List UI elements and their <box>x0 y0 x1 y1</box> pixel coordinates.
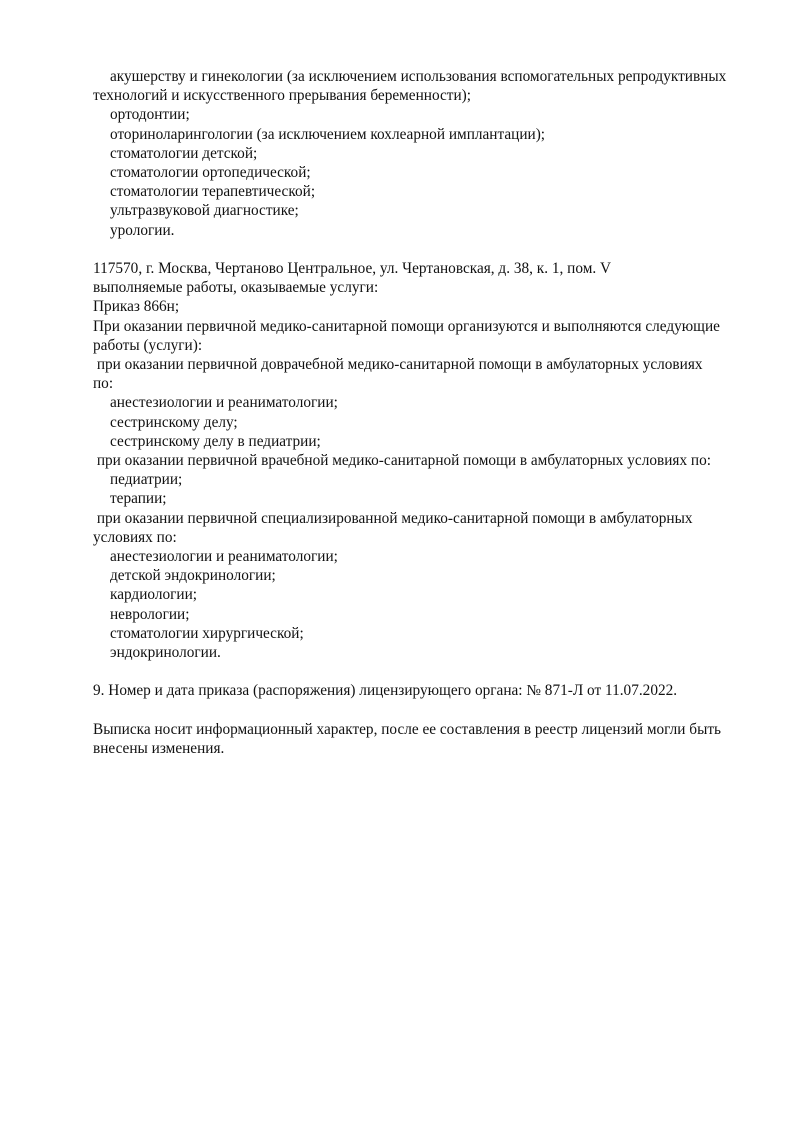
activity-item: стоматологии терапевтической; <box>110 183 316 201</box>
section-header-continuation: условиях по: <box>93 528 177 546</box>
service-item: сестринскому делу; <box>110 413 238 431</box>
address-block <box>93 259 763 662</box>
service-item: анестезиологии и реаниматологии; <box>110 548 338 566</box>
service-item: эндокринологии. <box>110 644 221 662</box>
activity-item: акушерству и гинекологии (за исключением использования вспомогательных репродуктивных <box>110 68 727 85</box>
spacer <box>93 701 763 720</box>
activity-item: оториноларингологии (за исключением кохлеарной имплантации); <box>110 125 546 143</box>
informational-note <box>93 720 763 758</box>
note-text: Выписка носит информационный характер, после ее составления в реестр лицензий могли быть <box>93 720 722 738</box>
order-reference: Приказ 866н; <box>93 298 180 316</box>
service-item: неврологии; <box>110 605 190 623</box>
activity-item: стоматологии ортопедической; <box>110 164 311 182</box>
activity-item: стоматологии детской; <box>110 144 258 162</box>
section-header: при оказании первичной врачебной медико-санитарной помощи в амбулаторных условиях по: <box>93 452 711 470</box>
activity-item: урологии. <box>110 221 175 239</box>
activity-item-continuation: технологий и искусственного прерывания беременности); <box>93 87 472 105</box>
service-item: педиатрии; <box>110 471 183 489</box>
service-item: кардиологии; <box>110 586 198 604</box>
works-label: выполняемые работы, оказываемые услуги: <box>93 279 379 297</box>
intro-text-continuation: работы (услуги): <box>93 336 203 354</box>
activity-item: ультразвуковой диагностике; <box>110 202 299 220</box>
document-page <box>93 67 763 758</box>
order-number-line: 9. Номер и дата приказа (распоряжения) лицензирующего органа: № 871-Л от 11.07.2022. <box>93 682 678 700</box>
service-item: стоматологии хирургической; <box>110 624 304 642</box>
service-item: терапии; <box>110 490 167 508</box>
section-header-continuation: по: <box>93 375 114 393</box>
activity-item: ортодонтии; <box>110 106 190 124</box>
intro-text: При оказании первичной медико-санитарной помощи организуются и выполняются следующие <box>93 317 720 335</box>
service-item: анестезиологии и реаниматологии; <box>110 394 338 412</box>
license-activities-block <box>93 67 763 240</box>
section-header: при оказании первичной доврачебной медико-санитарной помощи в амбулаторных условиях <box>93 356 703 374</box>
service-item: детской эндокринологии; <box>110 567 276 585</box>
spacer <box>93 240 763 259</box>
service-item: сестринскому делу в педиатрии; <box>110 432 321 450</box>
address-line: 117570, г. Москва, Чертаново Центральное, ул. Чертановская, д. 38, к. 1, пом. V <box>93 260 612 278</box>
spacer <box>93 662 763 681</box>
section-header: при оказании первичной специализированной медико-санитарной помощи в амбулаторных <box>93 509 693 527</box>
note-text-continuation: внесены изменения. <box>93 740 225 758</box>
